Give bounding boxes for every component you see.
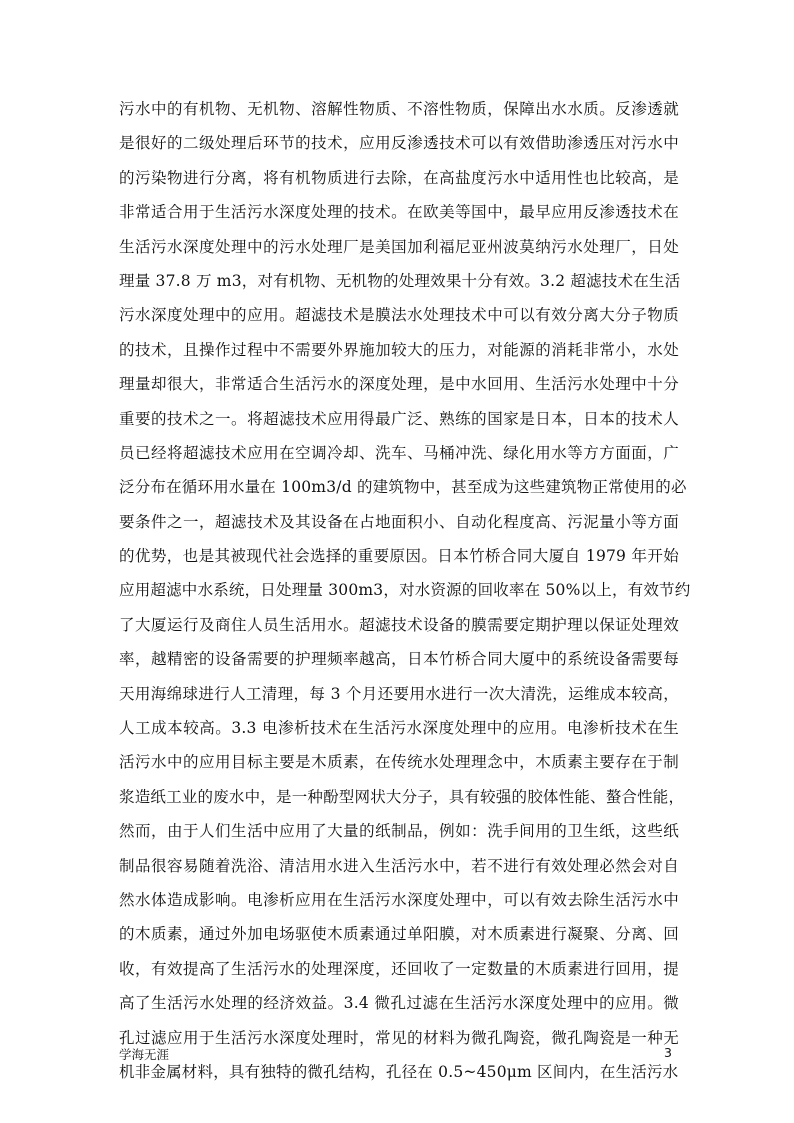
text-line: 理量 37.8 万 m3，对有机物、无机物的处理效果十分有效。3.2 超滤技术在生活 — [119, 271, 681, 290]
text-line: 的技术，且操作过程中不需要外界施加较大的压力，对能源的消耗非常小，水处 — [119, 340, 679, 359]
page-number: 3 — [664, 1045, 672, 1060]
text-line: 高了生活污水处理的经济效益。3.4 微孔过滤在生活污水深度处理中的应用。微 — [119, 994, 679, 1013]
text-line: 是很好的二级处理后环节的技术，应用反渗透技术可以有效借助渗透压对污水中 — [119, 134, 679, 153]
footer-text: 学海无涯 — [119, 1047, 170, 1062]
text-line: 污水中的有机物、无机物、溶解性物质、不溶性物质，保障出水水质。反渗透就 — [119, 100, 679, 118]
text-line: 收，有效提高了生活污水的处理深度，还回收了一定数量的木质素进行回用，提 — [119, 959, 679, 978]
text-line: 然而，由于人们生活中应用了大量的纸制品，例如：洗手间用的卫生纸，这些纸 — [119, 822, 679, 841]
text-line: 的木质素，通过外加电场驱使木质素通过单阳膜，对木质素进行凝聚、分离、回 — [119, 925, 679, 944]
text-line: 活污水中的应用目标主要是木质素，在传统水处理理念中，木质素主要存在于制 — [119, 753, 679, 772]
text-line: 重要的技术之一。将超滤技术应用得最广泛、熟练的国家是日本，日本的技术人 — [119, 409, 679, 428]
text-line: 生活污水深度处理中的污水处理厂是美国加利福尼亚州波莫纳污水处理厂，日处 — [119, 237, 679, 256]
text-line: 制品很容易随着洗浴、清洁用水进入生活污水中，若不进行有效处理必然会对自 — [119, 856, 679, 875]
text-line: 的污染物进行分离，将有机物质进行去除，在高盐度污水中适用性也比较高，是 — [119, 168, 679, 187]
text-line: 然水体造成影响。电渗析应用在生活污水深度处理中，可以有效去除生活污水中 — [119, 890, 679, 909]
text-line: 泛分布在循环用水量在 100m3/d 的建筑物中，甚至成为这些建筑物正常使用的必 — [119, 478, 687, 497]
text-line: 理量却很大，非常适合生活污水的深度处理，是中水回用、生活污水处理中十分 — [119, 375, 679, 394]
text-line: 机非金属材料，具有独特的微孔结构，孔径在 0.5~450μm 区间内，在生活污水 — [119, 1062, 679, 1081]
text-line: 污水深度处理中的应用。超滤技术是膜法水处理技术中可以有效分离大分子物质 — [119, 306, 679, 325]
text-line: 天用海绵球进行人工清理，每 3 个月还要用水进行一次大清洗，运维成本较高， — [119, 684, 679, 703]
text-line: 的优势，也是其被现代社会选择的重要原因。日本竹桥合同大厦自 1979 年开始 — [119, 547, 679, 566]
text-line: 孔过滤应用于生活污水深度处理时，常见的材料为微孔陶瓷，微孔陶瓷是一种无 — [119, 1028, 679, 1047]
text-line: 率，越精密的设备需要的护理频率越高，日本竹桥合同大厦中的系统设备需要每 — [119, 650, 679, 669]
text-line: 人工成本较高。3.3 电渗析技术在生活污水深度处理中的应用。电渗析技术在生 — [119, 719, 679, 738]
text-line: 应用超滤中水系统，日处理量 300m3，对水资源的回收率在 50%以上，有效节约 — [119, 581, 691, 600]
body-text — [119, 92, 691, 1089]
text-line: 了大厦运行及商住人员生活用水。超滤技术设备的膜需要定期护理以保证处理效 — [119, 615, 679, 634]
text-line: 员已经将超滤技术应用在空调冷却、洗车、马桶冲洗、绿化用水等方方面面，广 — [119, 443, 679, 462]
text-line: 浆造纸工业的废水中，是一种酚型网状大分子，具有较强的胶体性能、螯合性能， — [119, 787, 685, 806]
text-line: 要条件之一，超滤技术及其设备在占地面积小、自动化程度高、污泥量小等方面 — [119, 512, 679, 531]
text-line: 非常适合用于生活污水深度处理的技术。在欧美等国中，最早应用反渗透技术在 — [119, 203, 679, 222]
